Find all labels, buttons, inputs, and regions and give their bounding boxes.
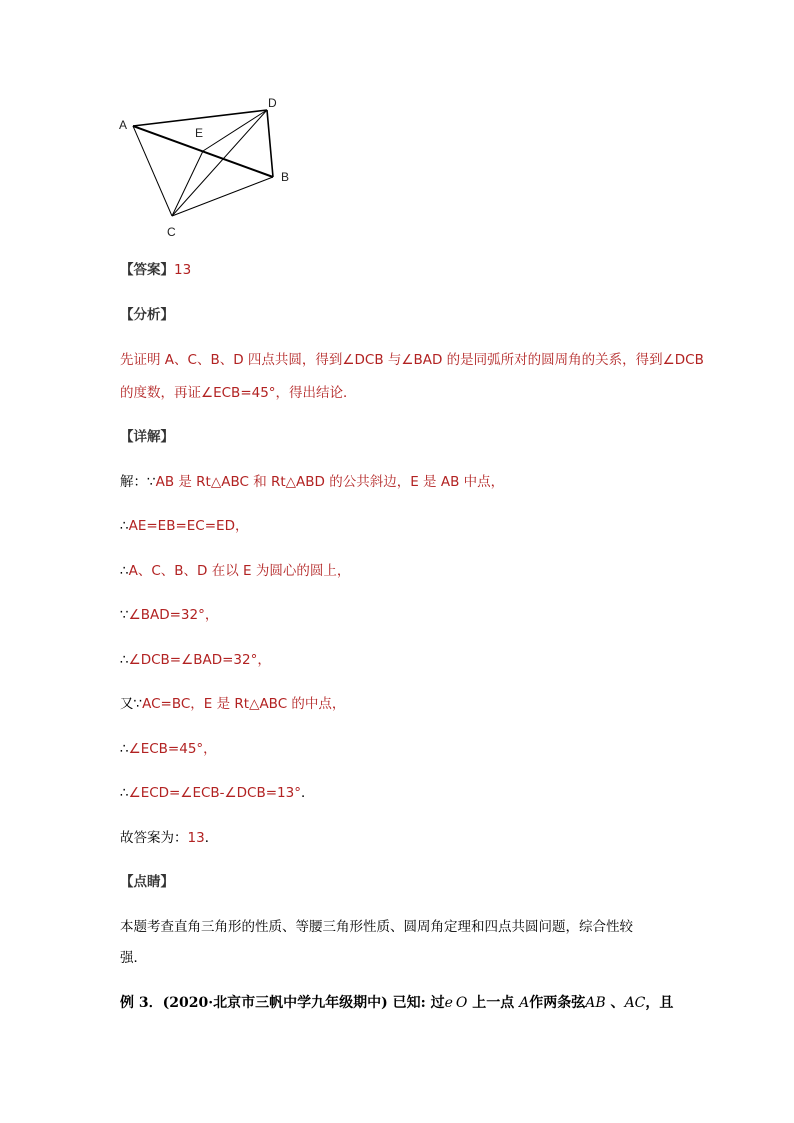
label-A: A [119, 118, 128, 132]
detail-line [120, 783, 314, 803]
point-a: A [519, 995, 530, 1011]
detail-prefix: ∴ [120, 563, 129, 579]
segment-AD [133, 110, 267, 126]
quadrilateral-diagram [110, 95, 310, 245]
detail-prefix: ∵ [120, 607, 129, 623]
comment-text-2: 强． [120, 950, 147, 966]
example-text-1: 例 3．(2020·北京市三帆中学九年级期中) 已知: 过 [120, 995, 445, 1011]
detail-prefix: ∴ [120, 652, 129, 668]
circle-symbol: e [444, 995, 453, 1011]
conclusion-line [120, 828, 218, 848]
comment-heading [120, 872, 174, 892]
comment-text-1: 本题考查直角三角形的性质、等腰三角形性质、圆周角定理和四点共圆问题，综合性较 [120, 919, 633, 935]
detail-text: ∠DCB=∠BAD=32°， [128, 652, 271, 668]
chord-ac: AC [624, 995, 646, 1011]
conclusion-prefix: 故答案为： [120, 830, 188, 846]
answer-line [120, 260, 191, 280]
analysis-line-1 [120, 350, 704, 370]
detail-line [120, 516, 248, 536]
detail-text: A、C、B、D 在以 E 为圆心的圆上， [128, 563, 351, 579]
analysis-text-1: 先证明 A、C、B、D 四点共圆，得到∠DCB 与∠BAD 的是同弧所对的圆周角的关系，得到∠DCB [120, 352, 704, 368]
detail-text: AE=EB=EC=ED， [128, 518, 249, 534]
label-E: E [195, 126, 204, 140]
segment-DB [267, 110, 273, 177]
detail-line [120, 694, 345, 714]
detail-text: AC=BC，E 是 Rt△ABC 的中点， [142, 696, 346, 712]
detail-heading [120, 427, 174, 447]
detail-prefix: ∴ [120, 741, 129, 757]
detail-line [120, 739, 217, 759]
label-B: B [281, 170, 290, 184]
answer-value: 13 [174, 262, 192, 278]
conclusion-value: 13 [187, 830, 205, 846]
detail-text: AB 是 Rt△ABC 和 Rt△ABD 的公共斜边，E 是 AB 中点， [155, 474, 505, 490]
detail-suffix: ． [300, 785, 315, 801]
label-D: D [268, 96, 277, 110]
analysis-heading [120, 305, 174, 325]
conclusion-end: ． [204, 830, 219, 846]
example-3-line [120, 993, 673, 1013]
detail-line [120, 605, 218, 625]
point-o: O [455, 995, 468, 1011]
detail-text: ∠ECD=∠ECB-∠DCB=13° [128, 785, 301, 801]
comment-line-2 [120, 948, 147, 968]
detail-prefix: 解：∵ [120, 474, 156, 490]
detail-text: ∠ECB=45°， [128, 741, 217, 757]
comment-tag: 【点睛】 [120, 874, 174, 890]
detail-line [120, 561, 350, 581]
detail-prefix: ∴ [120, 785, 129, 801]
segment-AC [133, 126, 172, 216]
analysis-line-2 [120, 383, 357, 403]
detail-tag: 【详解】 [120, 429, 174, 445]
detail-prefix: 又∵ [120, 696, 143, 712]
detail-line [120, 650, 271, 670]
chord-ab: AB [585, 995, 606, 1011]
answer-tag: 【答案】 [120, 262, 174, 278]
comment-line-1 [120, 917, 633, 937]
detail-line [120, 472, 504, 492]
analysis-tag: 【分析】 [120, 307, 174, 323]
detail-prefix: ∴ [120, 518, 129, 534]
label-C: C [167, 225, 176, 239]
segment-CD [172, 110, 267, 216]
example-text-2: 上一点 [467, 995, 520, 1011]
analysis-text-2: 的度数，再证∠ECB=45°，得出结论． [120, 385, 357, 401]
geometry-figure [110, 95, 310, 245]
detail-text: ∠BAD=32°， [128, 607, 219, 623]
segment-CB [172, 177, 273, 216]
example-text-3: 作两条弦 [529, 995, 586, 1011]
example-text-4: ，且 [645, 995, 674, 1011]
example-sep: 、 [605, 995, 625, 1011]
